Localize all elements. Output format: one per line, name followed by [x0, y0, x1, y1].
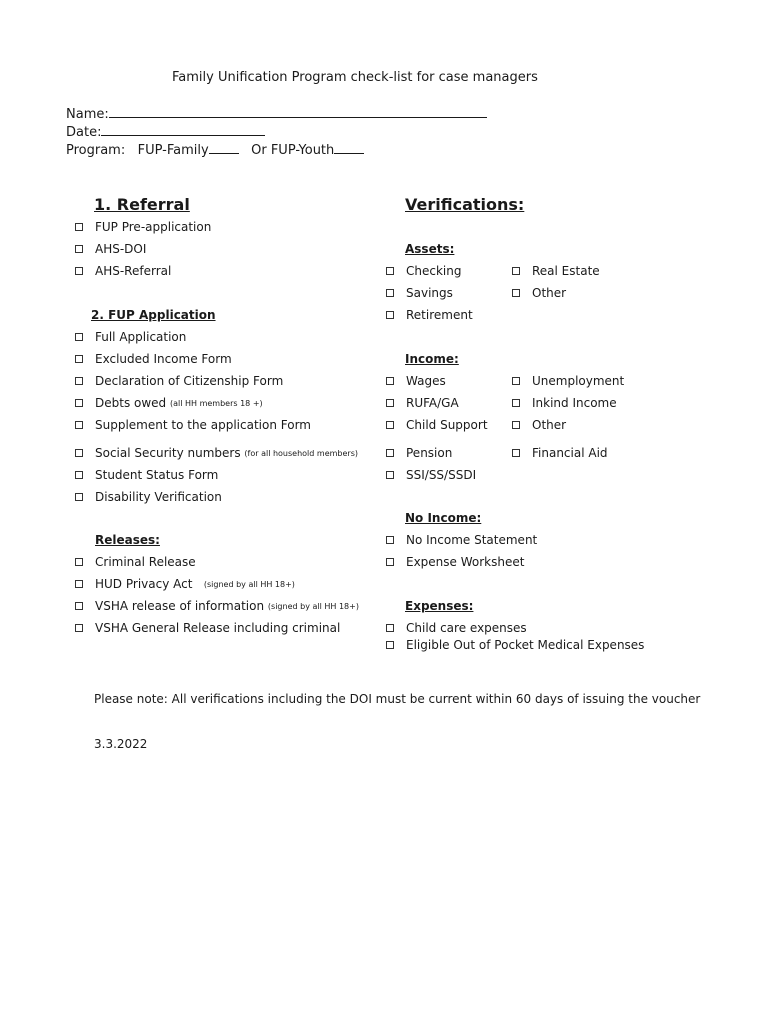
checklist-item[interactable]	[386, 264, 461, 278]
checklist-item[interactable]	[386, 621, 527, 635]
checklist-item[interactable]	[386, 533, 537, 547]
item-note: (signed by all HH 18+)	[203, 579, 295, 589]
assets-heading: Assets:	[405, 242, 455, 256]
checklist-item[interactable]	[75, 374, 283, 388]
item-label: Other	[532, 286, 567, 300]
checkbox[interactable]	[75, 421, 83, 429]
footer-date: 3.3.2022	[94, 737, 148, 751]
application-heading: 2. FUP Application	[91, 308, 216, 322]
footer-note: Please note: All verifications including the DOI must be current within 60 days of issuing the voucher	[94, 692, 701, 706]
item-label: Expense Worksheet	[406, 555, 525, 569]
releases-heading: Releases:	[95, 533, 160, 547]
item-label: No Income Statement	[406, 533, 538, 547]
checklist-item[interactable]	[75, 577, 295, 591]
checkbox[interactable]	[75, 471, 83, 479]
program-family-label: FUP-Family	[137, 143, 209, 158]
item-label: Real Estate	[532, 264, 600, 278]
item-label: VSHA General Release including criminal	[95, 621, 341, 635]
checklist-item[interactable]	[386, 286, 453, 300]
item-label: Disability Verification	[95, 490, 222, 504]
checkbox[interactable]	[75, 333, 83, 341]
checklist-item[interactable]	[75, 352, 232, 366]
checkbox[interactable]	[386, 536, 394, 544]
item-label: Financial Aid	[532, 446, 608, 460]
checkbox[interactable]	[75, 399, 83, 407]
item-label: Child Support	[406, 418, 488, 432]
checklist-item[interactable]	[75, 396, 263, 410]
item-label: Excluded Income Form	[95, 352, 232, 366]
expenses-heading: Expenses:	[405, 599, 474, 613]
checkbox[interactable]	[386, 399, 394, 407]
checklist-item[interactable]	[386, 555, 524, 569]
item-label: Pension	[406, 446, 453, 460]
item-label: Retirement	[406, 308, 473, 322]
item-note: (signed by all HH 18+)	[267, 601, 359, 611]
checklist-item[interactable]	[75, 621, 340, 635]
date-label: Date:	[66, 125, 102, 140]
item-label: Checking	[406, 264, 462, 278]
checkbox[interactable]	[512, 449, 520, 457]
program-field	[66, 140, 364, 158]
checklist-item[interactable]	[386, 418, 488, 432]
checkbox[interactable]	[75, 602, 83, 610]
checkbox[interactable]	[75, 267, 83, 275]
item-label: Other	[532, 418, 567, 432]
checklist-item[interactable]	[75, 264, 171, 278]
checkbox[interactable]	[386, 471, 394, 479]
checklist-item[interactable]	[512, 374, 624, 388]
checklist-item[interactable]	[75, 490, 222, 504]
name-label: Name:	[66, 107, 109, 122]
item-label: Social Security numbers	[95, 446, 241, 460]
program-family-line[interactable]	[209, 140, 239, 154]
checklist-item[interactable]	[75, 330, 186, 344]
checkbox[interactable]	[75, 355, 83, 363]
checklist-item[interactable]	[75, 418, 311, 432]
program-youth-line[interactable]	[334, 140, 364, 154]
page-title: Family Unification Program check-list for case managers	[172, 70, 538, 85]
income-heading: Income:	[405, 352, 459, 366]
item-label: AHS-DOI	[95, 242, 147, 256]
checklist-item[interactable]	[75, 220, 211, 234]
checkbox[interactable]	[386, 641, 394, 649]
item-note: (for all household members)	[244, 448, 358, 458]
checkbox[interactable]	[386, 421, 394, 429]
item-label: Unemployment	[532, 374, 625, 388]
checkbox[interactable]	[75, 449, 83, 457]
checklist-item[interactable]	[512, 418, 566, 432]
checkbox[interactable]	[75, 558, 83, 566]
checkbox[interactable]	[75, 624, 83, 632]
checkbox[interactable]	[75, 245, 83, 253]
item-label: Wages	[406, 374, 446, 388]
checklist-item[interactable]	[512, 396, 617, 410]
checklist-item[interactable]	[75, 599, 359, 613]
item-label: VSHA release of information	[95, 599, 265, 613]
checkbox[interactable]	[386, 449, 394, 457]
item-label: Debts owed	[95, 396, 167, 410]
checklist-item[interactable]	[386, 446, 452, 460]
checkbox[interactable]	[386, 377, 394, 385]
checklist-item[interactable]	[75, 446, 358, 460]
checkbox[interactable]	[75, 580, 83, 588]
item-label: FUP Pre-application	[95, 220, 212, 234]
checkbox[interactable]	[512, 377, 520, 385]
item-label: Child care expenses	[406, 621, 527, 635]
verifications-heading: Verifications:	[405, 195, 525, 214]
checklist-item[interactable]	[512, 286, 566, 300]
checkbox[interactable]	[512, 289, 520, 297]
name-field[interactable]	[66, 104, 487, 122]
item-label: SSI/SS/SSDI	[406, 468, 477, 482]
checkbox[interactable]	[386, 558, 394, 566]
checklist-item[interactable]	[386, 396, 459, 410]
checklist-item[interactable]	[512, 446, 608, 460]
checklist-item[interactable]	[75, 242, 146, 256]
item-note: (all HH members 18 +)	[170, 398, 263, 408]
checklist-item[interactable]	[386, 308, 473, 322]
program-youth-label: Or FUP-Youth	[251, 143, 335, 158]
date-field[interactable]	[66, 122, 265, 140]
checkbox[interactable]	[386, 267, 394, 275]
checkbox[interactable]	[512, 421, 520, 429]
checkbox[interactable]	[512, 267, 520, 275]
item-label: Savings	[406, 286, 453, 300]
date-line[interactable]	[101, 122, 265, 136]
checkbox[interactable]	[75, 223, 83, 231]
program-label: Program:	[66, 143, 126, 158]
checkbox[interactable]	[75, 493, 83, 501]
item-label: Criminal Release	[95, 555, 196, 569]
item-label: AHS-Referral	[95, 264, 172, 278]
referral-heading: 1. Referral	[94, 195, 190, 214]
checklist-item[interactable]	[75, 555, 196, 569]
item-label: Inkind Income	[532, 396, 617, 410]
checklist-item[interactable]	[386, 468, 476, 482]
item-label: Declaration of Citizenship Form	[95, 374, 284, 388]
checklist-item[interactable]	[386, 374, 446, 388]
checkbox[interactable]	[386, 289, 394, 297]
checklist-item[interactable]	[75, 468, 218, 482]
item-label: RUFA/GA	[406, 396, 459, 410]
item-label: Student Status Form	[95, 468, 219, 482]
checkbox[interactable]	[386, 624, 394, 632]
item-label: Full Application	[95, 330, 187, 344]
name-line[interactable]	[109, 104, 487, 118]
item-label: HUD Privacy Act	[95, 577, 193, 591]
item-label: Supplement to the application Form	[95, 418, 311, 432]
checkbox[interactable]	[512, 399, 520, 407]
checkbox[interactable]	[75, 377, 83, 385]
checklist-item[interactable]	[512, 264, 600, 278]
checkbox[interactable]	[386, 311, 394, 319]
item-label: Eligible Out of Pocket Medical Expenses	[406, 638, 645, 652]
checklist-item[interactable]	[386, 638, 644, 652]
no-income-heading: No Income:	[405, 511, 482, 525]
